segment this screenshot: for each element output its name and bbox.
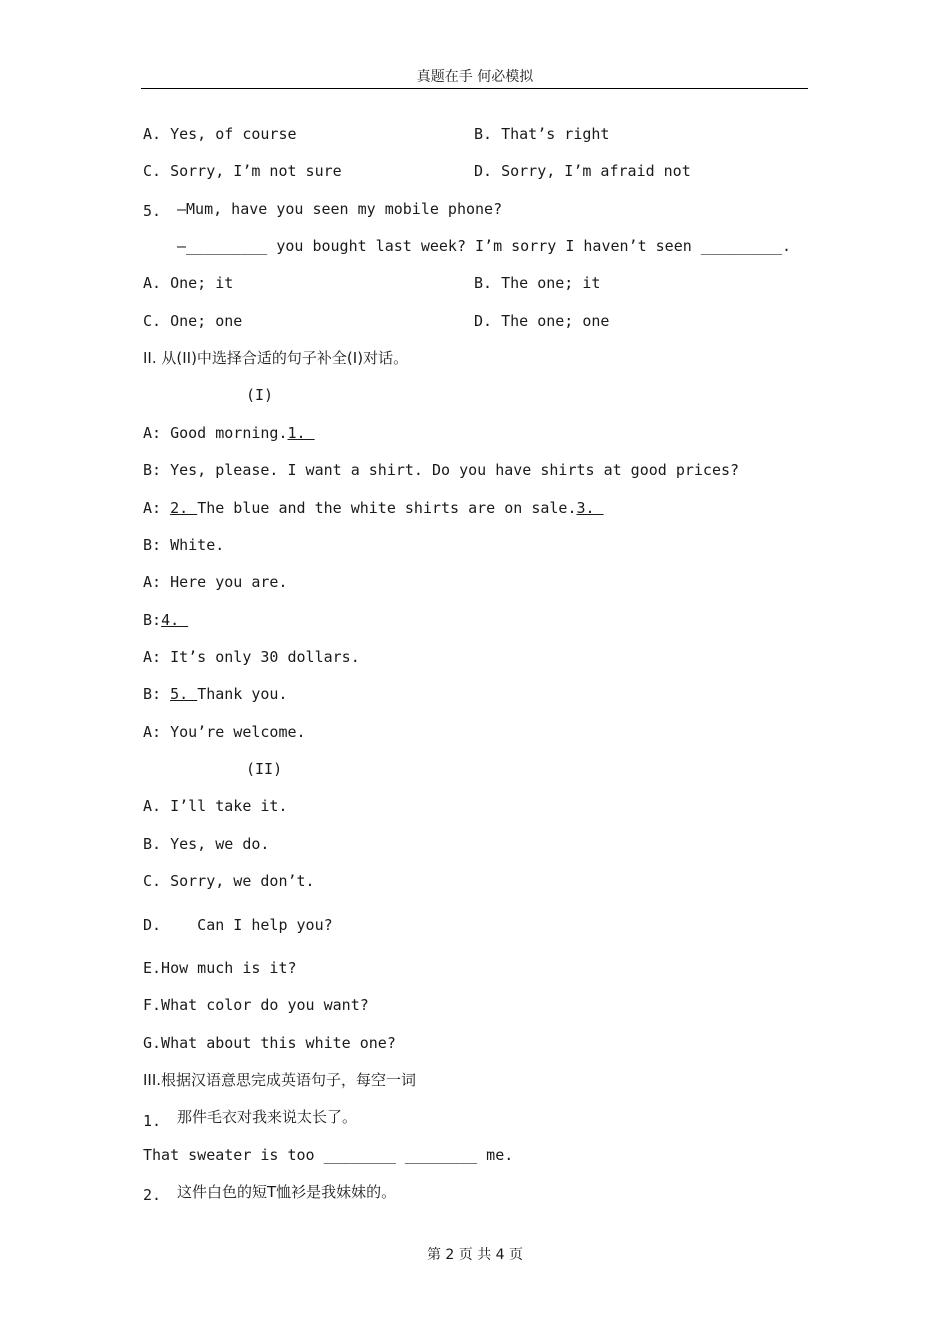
section3-q2-chinese: 这件白色的短T恤衫是我妹妹的。 xyxy=(177,1183,397,1201)
dialogue-line-7: A: It’s only 30 dollars. xyxy=(143,648,360,666)
q5-option-b: B. The one; it xyxy=(474,274,601,292)
page-header: 真题在手 何必模拟 xyxy=(416,69,534,85)
q5-option-a: A. One; it xyxy=(143,274,234,292)
section3-q2-number: 2. xyxy=(143,1186,162,1204)
q4-option-c: C. Sorry, I’m not sure xyxy=(143,162,342,180)
q5-line2: —_________ you bought last week? I’m sorry I haven’t seen _________. xyxy=(177,237,792,255)
q4-option-d: D. Sorry, I’m afraid not xyxy=(474,162,691,180)
dialogue-line-3 xyxy=(143,499,604,517)
header-rule xyxy=(141,88,808,89)
option-e: E.How much is it? xyxy=(143,959,297,977)
page-footer: 第 2 页 共 4 页 xyxy=(426,1247,524,1263)
blank-4: 4. xyxy=(161,611,189,629)
section3-q1-number: 1. xyxy=(143,1112,162,1130)
blank-5: 5. xyxy=(170,685,198,703)
section3-q1-english: That sweater is too ________ ________ me. xyxy=(143,1146,514,1164)
dialogue-line-1 xyxy=(143,424,315,442)
option-d: D. Can I help you? xyxy=(143,916,333,934)
q5-option-d: D. The one; one xyxy=(474,312,610,330)
section2-part2-label: (II) xyxy=(246,760,283,778)
dialogue-line-4: B: White. xyxy=(143,536,225,554)
q4-option-a: A. Yes, of course xyxy=(143,125,297,143)
option-a: A. I’ll take it. xyxy=(143,797,288,815)
dialogue-line-2: B: Yes, please. I want a shirt. Do you have shirts at good prices? xyxy=(143,461,740,479)
dialogue-line-1-text: A: Good morning. xyxy=(143,424,288,442)
q4-option-b: B. That’s right xyxy=(474,125,610,143)
option-b: B. Yes, we do. xyxy=(143,835,270,853)
q5-line1: —Mum, have you seen my mobile phone? xyxy=(177,200,503,218)
section3-q1-chinese: 那件毛衣对我来说太长了。 xyxy=(177,1108,358,1126)
q5-option-c: C. One; one xyxy=(143,312,243,330)
dialogue-line-8-text: Thank you. xyxy=(197,685,288,703)
option-f: F.What color do you want? xyxy=(143,996,369,1014)
option-c: C. Sorry, we don’t. xyxy=(143,872,315,890)
blank-2: 2. xyxy=(170,499,198,517)
dialogue-line-6-speaker: B: xyxy=(143,611,162,629)
blank-3: 3. xyxy=(576,499,604,517)
section2-title: II. 从(II)中选择合适的句子补全(I)对话。 xyxy=(143,349,409,367)
section2-part1-label: (I) xyxy=(246,386,274,404)
dialogue-line-6 xyxy=(143,611,188,629)
section3-title: III.根据汉语意思完成英语句子，每空一词 xyxy=(143,1071,417,1089)
dialogue-line-3-text: The blue and the white shirts are on sale. xyxy=(197,499,577,517)
dialogue-line-8 xyxy=(143,685,288,703)
dialogue-line-8-speaker: B: xyxy=(143,685,171,703)
dialogue-line-5: A: Here you are. xyxy=(143,573,288,591)
q5-number: 5. xyxy=(143,202,162,220)
option-g: G.What about this white one? xyxy=(143,1034,396,1052)
dialogue-line-3-speaker: A: xyxy=(143,499,171,517)
dialogue-line-9: A: You’re welcome. xyxy=(143,723,306,741)
blank-1: 1. xyxy=(287,424,315,442)
